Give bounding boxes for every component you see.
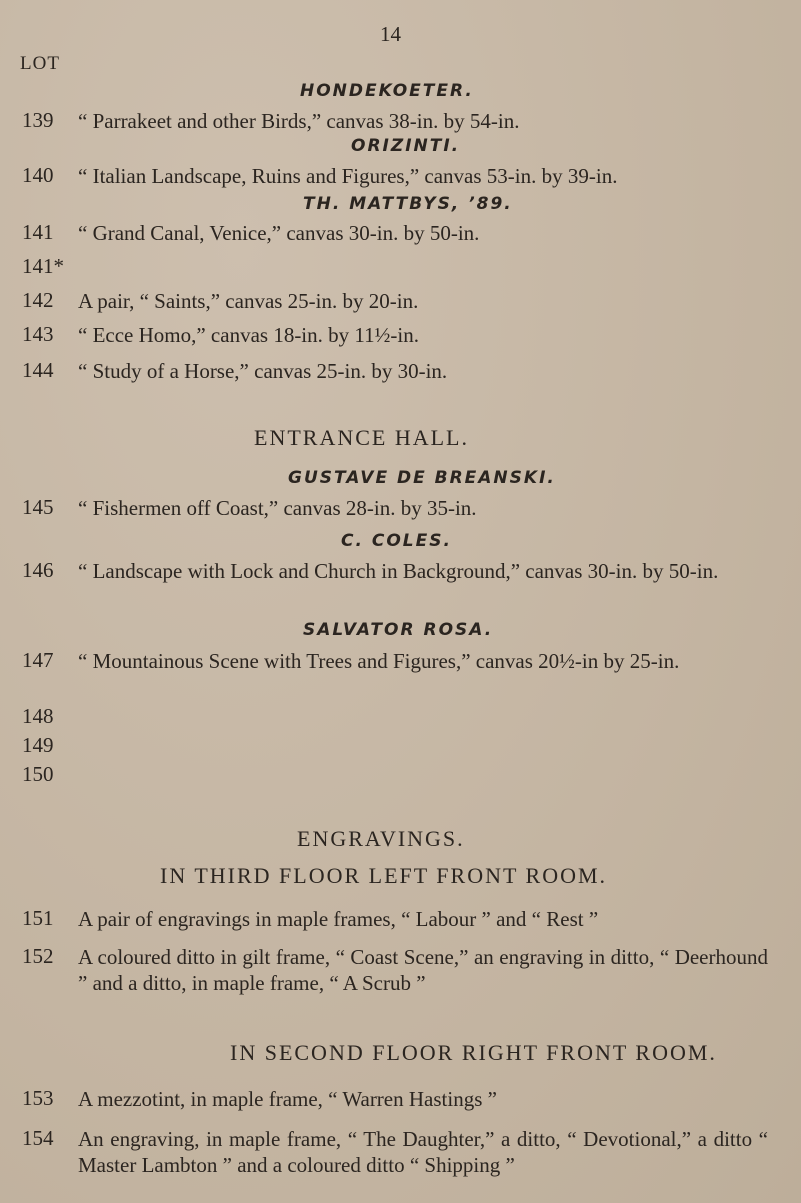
lot-description: A pair, “ Saints,” canvas 25-in. by 20-in.: [78, 289, 419, 313]
page-number: 14: [380, 22, 401, 46]
lot-description: “ Italian Landscape, Ruins and Figures,” canvas 53-in. by 39-in.: [78, 164, 618, 188]
section-heading-engravings: ENGRAVINGS.: [297, 826, 465, 851]
lot-column-header: LOT: [20, 53, 60, 74]
lot-number: 143: [22, 322, 54, 346]
lot-number: 152: [22, 944, 54, 968]
lot-description: A coloured ditto in gilt frame, “ Coast Scene,” an engraving in ditto, “ Deerhound ” and a ditto, in maple frame, “ A Scrub ”: [78, 945, 768, 995]
lot-number: 141*: [22, 254, 64, 278]
section-heading-second-floor: IN SECOND FLOOR RIGHT FRONT ROOM.: [230, 1040, 717, 1065]
lot-number: 146: [22, 558, 54, 582]
lot-description: An engraving, in maple frame, “ The Daughter,” a ditto, “ Devotional,” a ditto “ Master Lambton ” and a coloured ditto “ Shipping ”: [78, 1127, 768, 1177]
lot-number: 148: [22, 704, 54, 728]
lot-number: 150: [22, 762, 54, 786]
lot-number: 144: [22, 358, 54, 382]
lot-description: “ Grand Canal, Venice,” canvas 30-in. by 50-in.: [78, 221, 480, 245]
lot-description: A mezzotint, in maple frame, “ Warren Hastings ”: [78, 1087, 497, 1111]
lot-number: 140: [22, 163, 54, 187]
lot-number: 142: [22, 288, 54, 312]
artist-heading-hondekoeter: HONDEKOETER.: [300, 81, 474, 101]
lot-number: 153: [22, 1086, 54, 1110]
lot-number: 151: [22, 906, 54, 930]
lot-number: 154: [22, 1126, 54, 1150]
section-heading-entrance-hall: ENTRANCE HALL.: [254, 425, 469, 450]
lot-description: “ Parrakeet and other Birds,” canvas 38-in. by 54-in.: [78, 109, 520, 133]
artist-heading-mattbys: TH. MATTBYS, ’89.: [303, 194, 513, 214]
lot-number: 145: [22, 495, 54, 519]
artist-heading-orizinti: ORIZINTI.: [351, 136, 461, 156]
lot-description: “ Landscape with Lock and Church in Background,” canvas 30-in. by 50-in.: [78, 559, 719, 583]
lot-description: “ Ecce Homo,” canvas 18-in. by 11½-in.: [78, 323, 419, 347]
section-heading-third-floor: IN THIRD FLOOR LEFT FRONT ROOM.: [160, 863, 608, 888]
lot-description: “ Fishermen off Coast,” canvas 28-in. by 35-in.: [78, 496, 477, 520]
lot-description: “ Study of a Horse,” canvas 25-in. by 30-in.: [78, 359, 448, 383]
lot-description: “ Mountainous Scene with Trees and Figures,” canvas 20½-in by 25-in.: [78, 649, 680, 673]
lot-number: 147: [22, 648, 54, 672]
artist-heading-rosa: SALVATOR ROSA.: [303, 620, 494, 640]
lot-number: 149: [22, 733, 54, 757]
lot-description: A pair of engravings in maple frames, “ Labour ” and “ Rest ”: [78, 907, 599, 931]
lot-number: 139: [22, 108, 54, 132]
artist-heading-coles: C. COLES.: [341, 531, 452, 551]
artist-heading-breanski: GUSTAVE DE BREANSKI.: [288, 468, 556, 488]
lot-number: 141: [22, 220, 54, 244]
